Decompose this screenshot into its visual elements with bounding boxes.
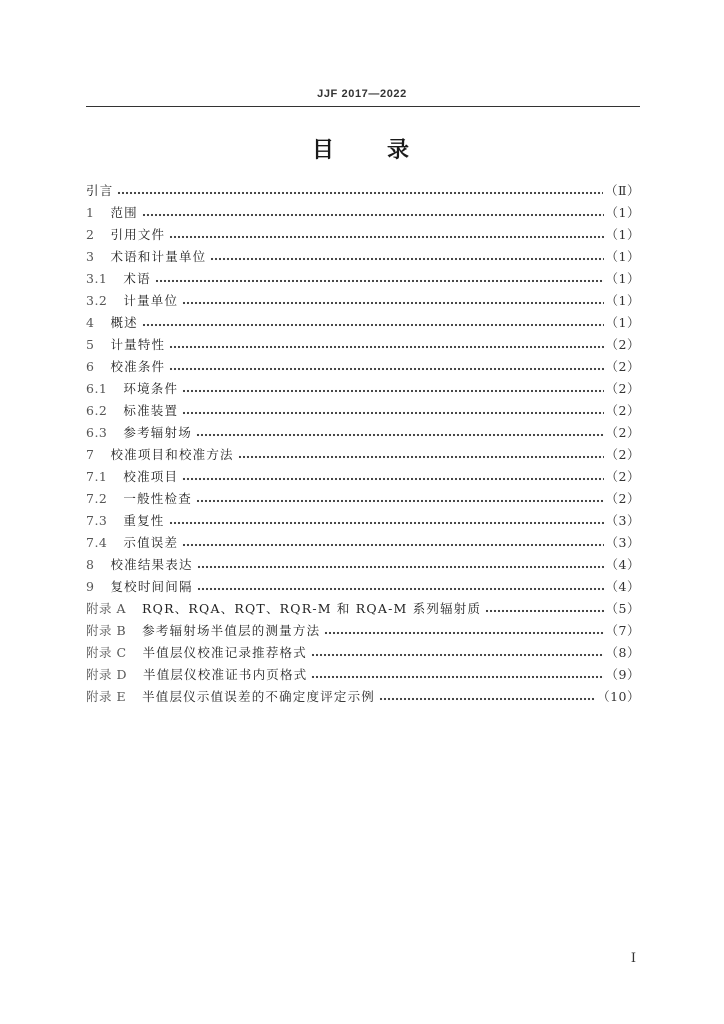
- toc-number: 附录 A: [86, 601, 127, 616]
- toc-number: 3: [86, 249, 95, 264]
- toc-page-ref: （1）: [605, 227, 640, 242]
- toc-dot-leader: [117, 191, 603, 195]
- toc-number: 附录 B: [86, 623, 127, 638]
- toc-list: [86, 180, 640, 708]
- page-title: 目 录: [311, 137, 412, 163]
- toc-label: 校准条件: [110, 359, 166, 374]
- toc-row: [86, 400, 640, 422]
- toc-page-ref: （Ⅱ）: [605, 183, 640, 198]
- toc-number: 3.2: [86, 293, 108, 308]
- toc-label: 校准项目: [123, 469, 179, 484]
- toc-page-ref: （1）: [605, 293, 640, 308]
- toc-page-ref: （5）: [605, 601, 640, 616]
- toc-row: [86, 246, 640, 268]
- toc-number: 6.2: [86, 403, 108, 418]
- toc-label: 标准装置: [123, 403, 179, 418]
- toc-label: RQR、RQA、RQT、RQR-M 和 RQA-M 系列辐射质: [142, 601, 482, 616]
- toc-page-ref: （3）: [605, 513, 640, 528]
- toc-dot-leader: [142, 323, 604, 327]
- toc-number: 附录 D: [86, 667, 127, 682]
- toc-page-ref: （2）: [605, 359, 640, 374]
- toc-dot-leader: [182, 389, 603, 393]
- toc-label: 术语: [123, 271, 151, 286]
- toc-page-ref: （8）: [605, 645, 640, 660]
- toc-label: 引用文件: [110, 227, 166, 242]
- toc-row: [86, 180, 640, 202]
- toc-number: 附录 E: [86, 689, 127, 704]
- toc-label: 半值层仪校准记录推荐格式: [142, 645, 307, 660]
- toc-page-ref: （1）: [605, 315, 640, 330]
- toc-page-ref: （1）: [605, 271, 640, 286]
- toc-row: [86, 664, 640, 686]
- toc-row: [86, 598, 640, 620]
- toc-page-ref: （2）: [605, 469, 640, 484]
- toc-row: [86, 378, 640, 400]
- toc-page-ref: （2）: [605, 491, 640, 506]
- toc-row: [86, 686, 640, 708]
- toc-number: 6: [86, 359, 95, 374]
- toc-page-ref: （2）: [605, 403, 640, 418]
- toc-page-ref: （2）: [605, 381, 640, 396]
- toc-label: 环境条件: [123, 381, 179, 396]
- toc-page-ref: （1）: [605, 205, 640, 220]
- toc-dot-leader: [182, 543, 603, 547]
- toc-number: 6.1: [86, 381, 108, 396]
- toc-page-ref: （4）: [605, 557, 640, 572]
- toc-page-ref: （9）: [605, 667, 640, 682]
- toc-dot-leader: [485, 609, 603, 613]
- toc-row: [86, 510, 640, 532]
- toc-row: [86, 554, 640, 576]
- header-rule: [86, 106, 640, 107]
- toc-dot-leader: [196, 433, 604, 437]
- toc-label: 概述: [110, 315, 138, 330]
- toc-row: [86, 532, 640, 554]
- toc-label: 计量单位: [123, 293, 179, 308]
- toc-dot-leader: [210, 257, 603, 261]
- toc-label: 范围: [110, 205, 138, 220]
- toc-dot-leader: [182, 477, 603, 481]
- toc-dot-leader: [197, 587, 604, 591]
- toc-number: 附录 C: [86, 645, 127, 660]
- toc-dot-leader: [311, 653, 604, 657]
- toc-number: 1: [86, 205, 95, 220]
- toc-dot-leader: [169, 521, 604, 525]
- toc-row: [86, 268, 640, 290]
- toc-number: 7.2: [86, 491, 108, 506]
- toc-row: [86, 466, 640, 488]
- toc-page-ref: （1）: [605, 249, 640, 264]
- toc-page-ref: （3）: [605, 535, 640, 550]
- toc-dot-leader: [182, 411, 603, 415]
- toc-label: 半值层仪示值误差的不确定度评定示例: [142, 689, 376, 704]
- toc-number: 2: [86, 227, 95, 242]
- toc-row: [86, 620, 640, 642]
- toc-label: 参考辐射场半值层的测量方法: [142, 623, 321, 638]
- toc-label: 计量特性: [110, 337, 166, 352]
- toc-row: [86, 202, 640, 224]
- toc-label: 重复性: [123, 513, 165, 528]
- toc-label: 引言: [86, 183, 114, 198]
- toc-dot-leader: [169, 235, 603, 239]
- toc-row: [86, 444, 640, 466]
- toc-row: [86, 356, 640, 378]
- toc-number: 7.1: [86, 469, 108, 484]
- toc-page-ref: （2）: [605, 337, 640, 352]
- toc-row: [86, 312, 640, 334]
- toc-number: 5: [86, 337, 95, 352]
- document-code-header: JJF 2017—2022: [317, 88, 407, 100]
- toc-dot-leader: [238, 455, 604, 459]
- toc-dot-leader: [142, 213, 604, 217]
- toc-row: [86, 488, 640, 510]
- toc-dot-leader: [169, 367, 603, 371]
- toc-dot-leader: [182, 301, 603, 305]
- toc-row: [86, 290, 640, 312]
- toc-label: 半值层仪校准证书内页格式: [143, 667, 308, 682]
- toc-number: 3.1: [86, 271, 108, 286]
- toc-row: [86, 642, 640, 664]
- toc-dot-leader: [169, 345, 603, 349]
- toc-number: 9: [86, 579, 95, 594]
- toc-number: 7.4: [86, 535, 108, 550]
- toc-page-ref: （7）: [605, 623, 640, 638]
- toc-number: 6.3: [86, 425, 108, 440]
- toc-label: 校准结果表达: [110, 557, 193, 572]
- toc-label: 术语和计量单位: [110, 249, 207, 264]
- toc-row: [86, 576, 640, 598]
- toc-label: 一般性检查: [123, 491, 192, 506]
- toc-page-ref: （2）: [605, 425, 640, 440]
- toc-number: 7: [86, 447, 95, 462]
- toc-dot-leader: [155, 279, 604, 283]
- toc-page-ref: （4）: [605, 579, 640, 594]
- toc-dot-leader: [324, 631, 603, 635]
- toc-number: 8: [86, 557, 95, 572]
- toc-dot-leader: [196, 499, 604, 503]
- toc-label: 复校时间间隔: [110, 579, 193, 594]
- toc-label: 示值误差: [123, 535, 179, 550]
- toc-row: [86, 224, 640, 246]
- toc-page-ref: （2）: [605, 447, 640, 462]
- toc-row: [86, 334, 640, 356]
- toc-number: 4: [86, 315, 95, 330]
- page-number: Ⅰ: [630, 951, 636, 966]
- toc-label: 参考辐射场: [123, 425, 192, 440]
- toc-label: 校准项目和校准方法: [110, 447, 234, 462]
- toc-number: 7.3: [86, 513, 108, 528]
- toc-dot-leader: [379, 697, 595, 701]
- toc-page-ref: （10）: [597, 689, 640, 704]
- toc-dot-leader: [311, 675, 603, 679]
- toc-dot-leader: [197, 565, 604, 569]
- toc-row: [86, 422, 640, 444]
